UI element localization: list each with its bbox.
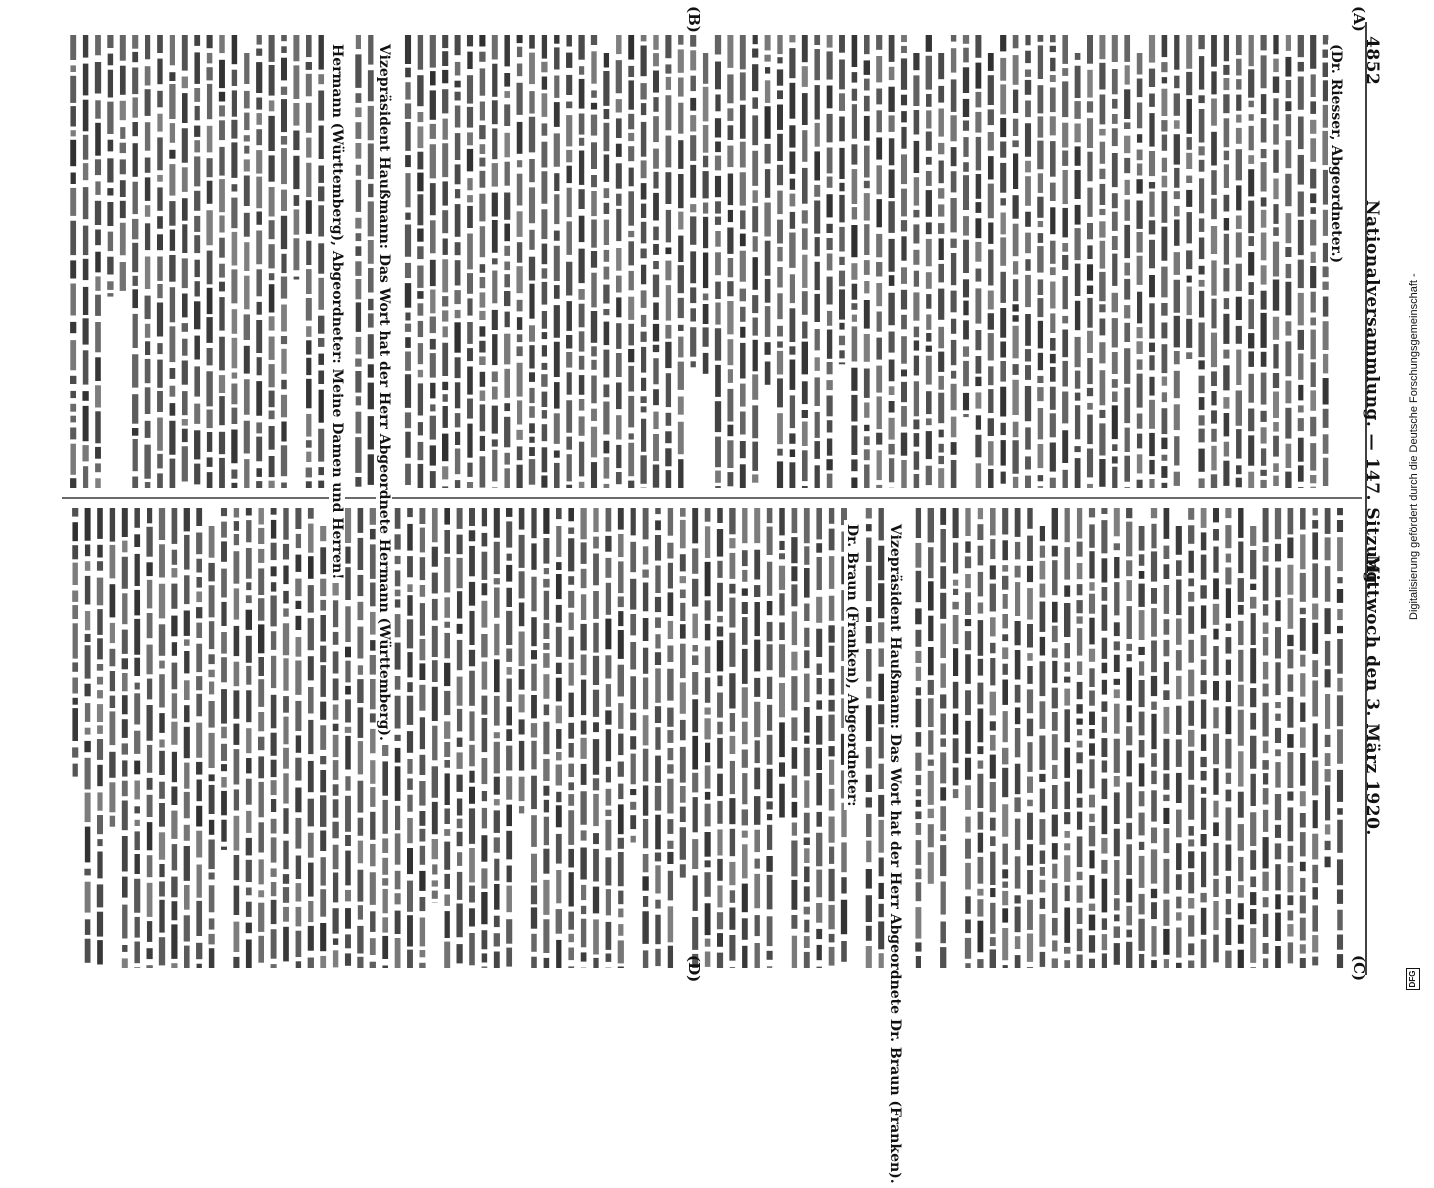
- speaker-vp-haussmann-1: Vizepräsident Haußmann: Das Wort hat der Herr Abgeordnete Hermann (Württemberg).: [376, 40, 392, 745]
- dfg-logo: DFG: [1406, 968, 1420, 990]
- speaker-hermann: Hermann (Württemberg), Abgeordneter: Meine Damen und Herren!: [329, 40, 345, 583]
- page-title: Nationalversammlung. — 147. Sitzung.: [1362, 200, 1382, 591]
- speaker-braun: Dr. Braun (Franken), Abgeordneter:: [844, 520, 860, 810]
- digitization-credit: Digitalisierung gefördert durch die Deutsche Forschungsgemeinschaft -: [1408, 273, 1420, 620]
- page-date: Mittwoch den 3. März 1920.: [1362, 555, 1382, 836]
- margin-mark-d: (D): [685, 955, 703, 983]
- margin-mark-b: (B): [685, 6, 703, 33]
- page-number: 4852: [1362, 36, 1382, 86]
- speaker-vp-haussmann-2: Vizepräsident Haußmann: Das Wort hat der Herr Abgeordnete Dr. Braun (Franken).: [887, 520, 903, 1188]
- margin-mark-c: (C): [1350, 955, 1368, 982]
- margin-mark-a: (A): [1350, 6, 1368, 32]
- speaker-riesser: (Dr. Riesser, Abgeordneter.): [1328, 40, 1344, 267]
